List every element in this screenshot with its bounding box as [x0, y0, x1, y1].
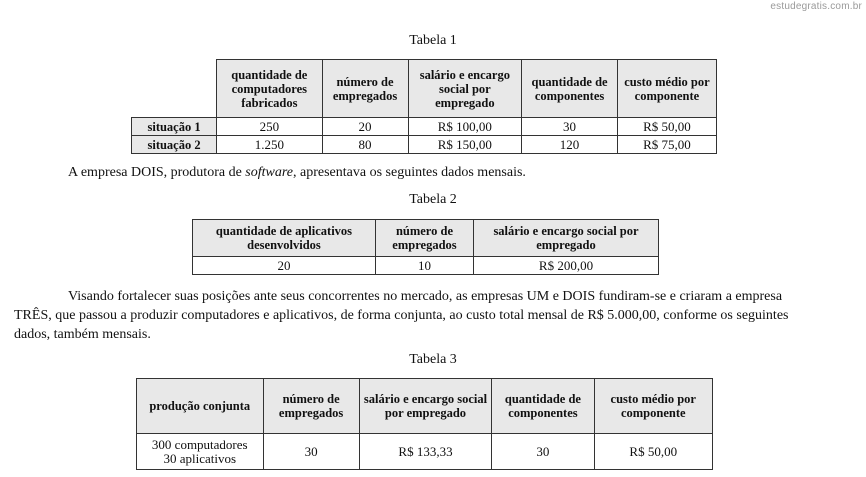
- table-cell: R$ 100,00: [408, 118, 522, 136]
- table1: [131, 59, 717, 154]
- table-cell: R$ 50,00: [617, 118, 716, 136]
- paragraph-1-emphasis: software: [245, 165, 294, 180]
- table2-header: quantidade de aplicativos desenvolvidos: [193, 220, 376, 257]
- paragraph-2: [14, 287, 859, 344]
- table3: [136, 378, 713, 470]
- table1-header: quantidade de computadores fabricados: [217, 60, 322, 118]
- table2: [192, 219, 659, 275]
- production-line: 300 computadores: [151, 436, 248, 452]
- table3-header: número de empregados: [263, 379, 359, 434]
- table1-header: número de empregados: [322, 60, 408, 118]
- table-cell: 250: [217, 118, 322, 136]
- table-cell: 20: [193, 257, 376, 275]
- table-cell: R$ 150,00: [408, 136, 522, 154]
- table-cell: 80: [322, 136, 408, 154]
- table-cell: 30: [492, 434, 594, 470]
- table1-header: quantidade de componentes: [522, 60, 618, 118]
- table-cell: R$ 200,00: [474, 257, 659, 275]
- table-row: [132, 118, 717, 136]
- table-cell: 120: [522, 136, 618, 154]
- table3-header: produção conjunta: [137, 379, 264, 434]
- table-row: [137, 434, 713, 470]
- table3-title: Tabela 3: [409, 352, 457, 367]
- table1-header: salário e encargo social por empregado: [408, 60, 522, 118]
- table-row: [132, 136, 717, 154]
- table3-header: custo médio por componente: [594, 379, 712, 434]
- table-cell: 30: [522, 118, 618, 136]
- table-cell: 30: [263, 434, 359, 470]
- table3-header: quantidade de componentes: [492, 379, 594, 434]
- table-row: [193, 257, 659, 275]
- paragraph-1: [68, 163, 526, 182]
- table-cell: 20: [322, 118, 408, 136]
- paragraph-1-text: A empresa DOIS, produtora de: [68, 165, 246, 180]
- table2-title: Tabela 2: [409, 192, 457, 207]
- table1-title: Tabela 1: [409, 33, 457, 48]
- table-cell: R$ 133,33: [359, 434, 492, 470]
- paragraph-1-text-end: , apresentava os seguintes dados mensais.: [293, 165, 526, 180]
- table-cell: R$ 50,00: [594, 434, 712, 470]
- table3-header: salário e encargo social por empregado: [359, 379, 492, 434]
- table-cell: 1.250: [217, 136, 322, 154]
- table1-corner-cell: [132, 60, 217, 118]
- paragraph-2-line: Visando fortalecer suas posições ante seus concorrentes no mercado, as empresas UM e DOIS fundiram-se e criaram a empresa: [68, 289, 783, 304]
- table-cell: 10: [375, 257, 473, 275]
- watermark-text: estudegratis.com.br: [770, 1, 862, 12]
- table-cell: R$ 75,00: [617, 136, 716, 154]
- row-label: situação 2: [132, 136, 217, 154]
- table2-header: número de empregados: [375, 220, 473, 257]
- row-label: situação 1: [132, 118, 217, 136]
- table2-header: salário e encargo social por empregado: [474, 220, 659, 257]
- paragraph-2-line: TRÊS, que passou a produzir computadores e aplicativos, de forma conjunta, ao custo total mensal de R$ 5.000,00, conforme os seguintes: [14, 308, 789, 323]
- paragraph-2-line: dados, também mensais.: [14, 327, 151, 342]
- production-cell: [137, 434, 264, 470]
- production-line: 30 aplicativos: [163, 450, 237, 466]
- table1-header: custo médio por componente: [617, 60, 716, 118]
